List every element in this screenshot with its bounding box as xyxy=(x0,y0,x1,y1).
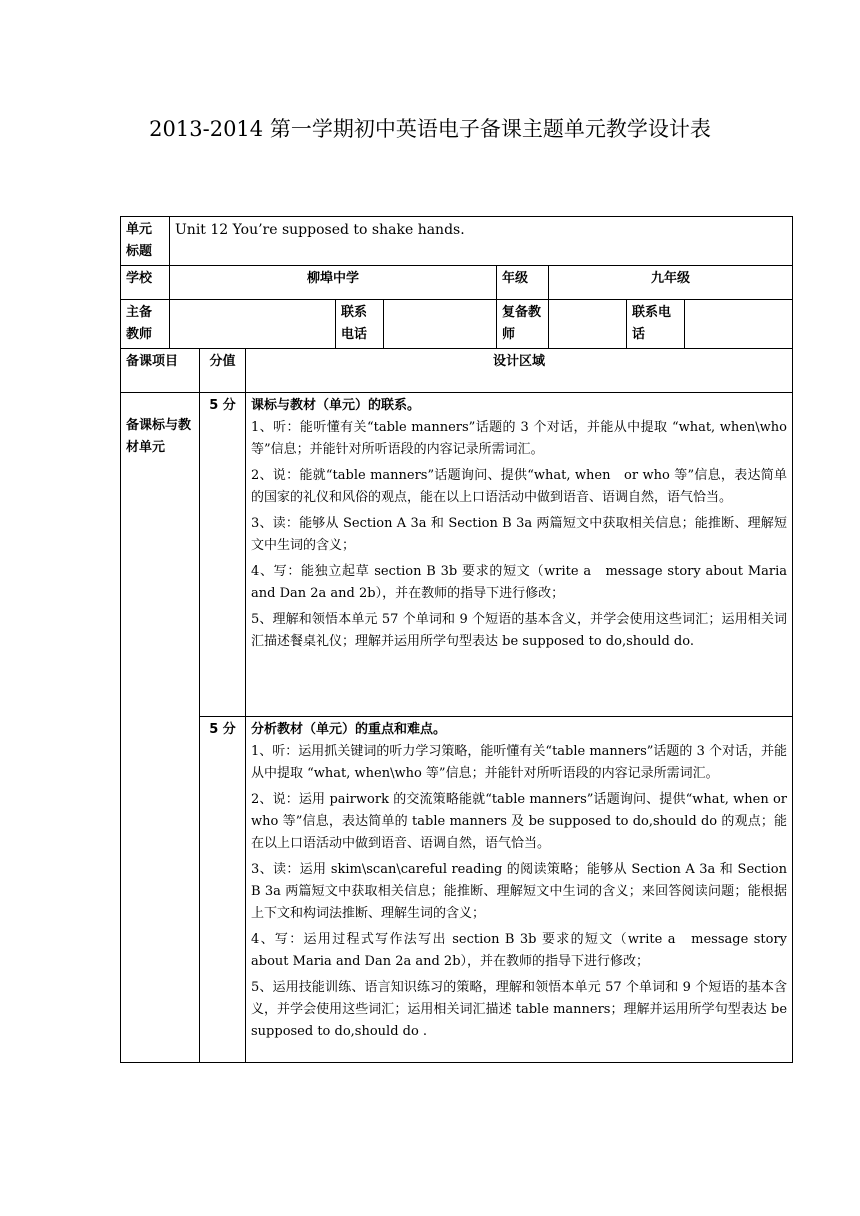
item-column-header: 备课项目 xyxy=(121,349,200,393)
contact-value xyxy=(384,300,497,349)
contact2-value xyxy=(685,300,793,349)
unit-label: 单元标题 xyxy=(121,217,170,266)
grade-value: 九年级 xyxy=(549,266,793,300)
section1-score: 5 分 xyxy=(200,393,246,717)
section2-row xyxy=(121,717,793,1063)
section1-row xyxy=(121,393,793,717)
section1-point-5: 5、理解和领悟本单元 57 个单词和 9 个短语的基本含义，并学会使用这些词汇；运用相关词汇描述餐桌礼仪；理解并运用所学句型表达 be supposed to do,should do. xyxy=(251,612,788,649)
section2-point-2: 2、说：运用 pairwork 的交流策略能就“table manners”话题询问、提供“what, when or who 等”信息，表达简单的 table manners 及 be supposed to do,should do 的观点；能在以上口语活动中做到语音、语调自然，语气恰当。 xyxy=(251,792,788,851)
grade-label: 年级 xyxy=(497,266,549,300)
review-teacher-value xyxy=(549,300,627,349)
contact-label: 联系电话 xyxy=(336,300,384,349)
review-teacher-label: 复备教师 xyxy=(497,300,549,349)
document-title: 2013-2014 第一学期初中英语电子备课主题单元教学设计表 xyxy=(149,117,711,141)
section1-point-1: 1、听：能听懂有关“table manners”话题的 3 个对话，并能从中提取 “what, when\who 等”信息；并能针对所听语段的内容记录所需词汇。 xyxy=(251,420,788,457)
section1-content xyxy=(246,393,793,717)
design-column-header: 设计区域 xyxy=(246,349,793,393)
section2-point-5: 5、运用技能训练、语言知识练习的策略，理解和领悟本单元 57 个单词和 9 个短语的基本含义，并学会使用这些词汇；运用相关词汇描述 table manners；理解并运用所学句型表达 be supposed to do,should do . xyxy=(251,980,788,1039)
school-label: 学校 xyxy=(121,266,170,300)
section2-point-1: 1、听：运用抓关键词的听力学习策略，能听懂有关“table manners”话题的 3 个对话，并能从中提取 “what, when\who 等”信息；并能针对所听语段的内容记录所需词汇。 xyxy=(251,744,788,781)
section2-heading: 分析教材（单元）的重点和难点。 xyxy=(251,722,447,737)
section1-heading: 课标与教材（单元）的联系。 xyxy=(251,398,421,413)
column-header-row xyxy=(121,349,793,393)
section-item-label: 备课标与教材单元 xyxy=(121,393,200,1063)
section1-point-2: 2、说：能就“table manners”话题询问、提供“what, when or who 等”信息，表达简单的国家的礼仪和风俗的观点，能在以上口语活动中做到语音、语调自然，语气恰当。 xyxy=(251,468,788,505)
unit-row xyxy=(121,217,793,266)
contact2-label: 联系电话 xyxy=(627,300,685,349)
main-teacher-value xyxy=(170,300,336,349)
unit-value: Unit 12 You’re supposed to shake hands. xyxy=(170,217,793,266)
school-row xyxy=(121,266,793,300)
section2-score: 5 分 xyxy=(200,717,246,1063)
lesson-plan-table xyxy=(120,216,793,1063)
section2-point-4: 4、写：运用过程式写作法写出 section B 3b 要求的短文（write a message story about Maria and Dan 2a and 2b），并在教师的指导下进行修改； xyxy=(251,932,788,969)
main-teacher-label: 主备教师 xyxy=(121,300,170,349)
school-value: 柳埠中学 xyxy=(170,266,497,300)
teacher-row xyxy=(121,300,793,349)
section1-point-3: 3、读：能够从 Section A 3a 和 Section B 3a 两篇短文中获取相关信息；能推断、理解短文中生词的含义； xyxy=(251,516,788,553)
score-column-header: 分值 xyxy=(200,349,246,393)
section1-point-4: 4、写：能独立起草 section B 3b 要求的短文（write a message story about Maria and Dan 2a and 2b），并在教师的指导下进行修改； xyxy=(251,564,788,601)
section2-content xyxy=(246,717,793,1063)
section2-point-3: 3、读：运用 skim\scan\careful reading 的阅读策略；能够从 Section A 3a 和 Section B 3a 两篇短文中获取相关信息；能推断、理解短文中生词的含义；来回答阅读问题；能根据上下文和构词法推断、理解生词的含义； xyxy=(251,862,788,921)
